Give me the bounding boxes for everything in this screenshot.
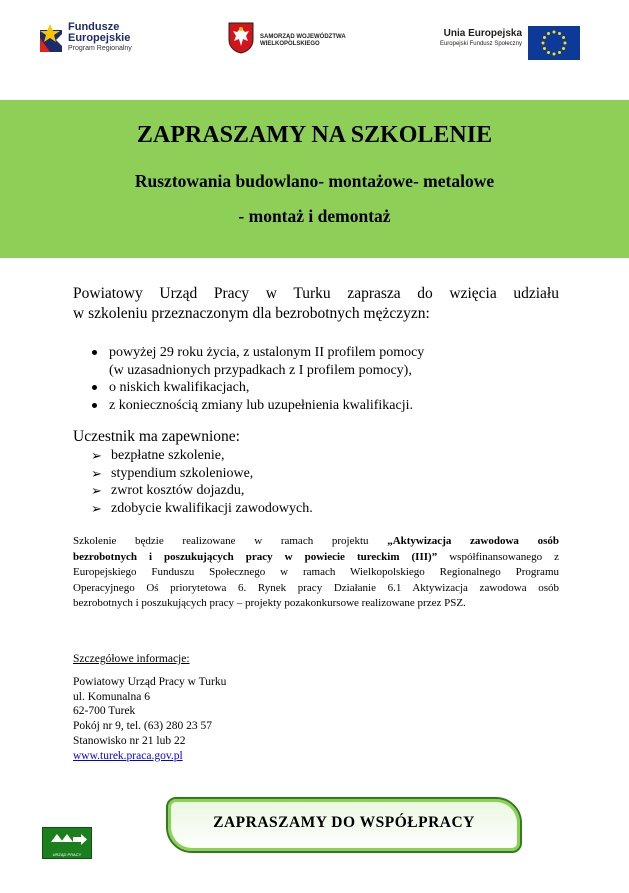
intro-line1: Powiatowy Urząd Pracy w Turku zaprasza do wzięcia udziału bbox=[73, 285, 559, 302]
fundusze-europejskie-logo bbox=[36, 20, 156, 64]
requirement-subtext: (w uzasadnionych przypadkach z I profilem pomocy), bbox=[109, 362, 412, 378]
ue-wordmark bbox=[426, 28, 522, 49]
logo-strip bbox=[0, 0, 629, 80]
project-text: Szkolenie będzie realizowane w ramach projektu bbox=[73, 535, 388, 547]
urzad-pracy-logo bbox=[42, 827, 92, 859]
fe-star-icon bbox=[36, 22, 66, 56]
contact-line: ul. Komunalna 6 bbox=[73, 690, 150, 703]
arrow-bullet-icon: ➢ bbox=[91, 483, 102, 498]
fe-line1: Fundusze bbox=[68, 21, 120, 33]
requirements-list bbox=[73, 344, 553, 414]
ue-line2: Europejski Fundusz Społeczny bbox=[439, 41, 522, 47]
eu-star bbox=[547, 51, 550, 54]
contact-heading: Szczegółowe informacje: bbox=[73, 653, 190, 665]
wielkopolska-logo bbox=[228, 22, 358, 62]
wlkp-line1: SAMORZĄD WOJEWÓDZTWA bbox=[260, 34, 346, 40]
eu-star bbox=[564, 42, 567, 45]
provided-item bbox=[73, 482, 313, 500]
eagle-shield-icon bbox=[228, 22, 254, 54]
eu-flag-icon bbox=[528, 26, 580, 60]
project-name-bold: „Aktywizacja zawodowa osób bbox=[387, 535, 559, 547]
arrow-bullet-icon: ➢ bbox=[91, 500, 102, 516]
provided-text: stypendium szkoleniowe, bbox=[111, 465, 254, 481]
requirement-text: powyżej 29 roku życia, z ustalonym II profilem pomocy bbox=[109, 345, 425, 360]
provided-list bbox=[73, 447, 313, 517]
provided-text: bezpłatne szkolenie, bbox=[111, 448, 225, 463]
provided-item bbox=[73, 447, 313, 465]
requirement-item bbox=[73, 397, 553, 415]
project-line4: Operacyjnego Oś priorytetowa 6. Rynek pracy Działanie 6.1 Aktywizacja zawodowa osób bbox=[73, 581, 559, 594]
contact-line: Stanowisko nr 21 lub 22 bbox=[73, 734, 186, 747]
title-banner bbox=[0, 100, 629, 258]
requirement-item bbox=[73, 379, 553, 397]
project-line3: Europejskiego Funduszu Społecznego w ramach Wielkopolskiego Regionalnego Programu bbox=[73, 566, 559, 579]
arrow-bullet-icon: ➢ bbox=[91, 465, 102, 481]
eu-star bbox=[558, 32, 561, 35]
training-name-line2: - montaż i demontaż bbox=[238, 206, 391, 226]
eu-star bbox=[553, 53, 556, 56]
provided-item bbox=[73, 465, 313, 483]
website-link[interactable]: www.turek.praca.gov.pl bbox=[73, 749, 183, 762]
fe-line3: Program Regionalny bbox=[68, 45, 132, 52]
cooperation-banner bbox=[166, 797, 522, 853]
cooperation-text: ZAPRASZAMY DO WSPÓŁPRACY bbox=[213, 814, 475, 831]
bullet-icon bbox=[92, 350, 97, 355]
fe-line2: Europejskie bbox=[68, 32, 131, 44]
training-name-line1: Rusztowania budowlano- montażowe- metalowe bbox=[134, 171, 495, 191]
project-name-bold: bezrobotnych i poszukujących pracy w powiecie tureckim (III)” bbox=[73, 550, 438, 563]
project-line5: bezrobotnych i poszukujących pracy – projekty pozakonkursowe realizowane przez PSZ. bbox=[73, 597, 466, 610]
wlkp-wordmark bbox=[260, 34, 346, 48]
eu-star bbox=[553, 31, 556, 34]
requirement-text: o niskich kwalifikacjach, bbox=[109, 380, 250, 395]
project-line1 bbox=[73, 534, 559, 550]
provided-text: zwrot kosztów dojazdu, bbox=[111, 483, 245, 498]
wlkp-line2: WIELKOPOLSKIEGO bbox=[260, 41, 320, 47]
contact-block bbox=[73, 652, 226, 764]
provided-heading: Uczestnik ma zapewnione: bbox=[73, 428, 240, 445]
contact-line: Powiatowy Urząd Pracy w Turku bbox=[73, 675, 227, 688]
eu-star bbox=[558, 51, 561, 54]
contact-line: 62-700 Turek bbox=[73, 705, 136, 718]
intro-paragraph bbox=[73, 284, 559, 324]
requirement-item bbox=[73, 344, 553, 379]
eu-star bbox=[543, 47, 546, 50]
bullet-icon bbox=[92, 385, 97, 390]
worker-icon bbox=[43, 828, 91, 850]
contact-line: Pokój nr 9, tel. (63) 280 23 57 bbox=[73, 720, 212, 733]
unia-europejska-logo bbox=[426, 26, 586, 60]
ue-line1: Unia Europejska bbox=[443, 28, 522, 39]
provided-item bbox=[73, 500, 313, 518]
eu-star bbox=[542, 42, 545, 45]
arrow-bullet-icon: ➢ bbox=[91, 448, 102, 463]
page-title: ZAPRASZAMY NA SZKOLENIE bbox=[136, 122, 493, 148]
bullet-icon bbox=[92, 403, 97, 408]
intro-line2: w szkoleniu przeznaczonym dla bezrobotnych mężczyzn: bbox=[73, 305, 430, 322]
project-line2 bbox=[73, 550, 559, 566]
requirement-text: z koniecznością zmiany lub uzupełnienia kwalifikacji. bbox=[109, 397, 413, 413]
provided-text: zdobycie kwalifikacji zawodowych. bbox=[111, 500, 313, 516]
project-paragraph bbox=[73, 534, 559, 612]
project-text: współfinansowanego z bbox=[437, 550, 559, 563]
eu-star bbox=[562, 47, 565, 50]
eu-star bbox=[547, 32, 550, 35]
eu-star bbox=[543, 36, 546, 39]
eu-star bbox=[562, 36, 565, 39]
fe-wordmark bbox=[68, 22, 132, 54]
pup-logo-label: URZĄD PRACY bbox=[52, 852, 82, 857]
